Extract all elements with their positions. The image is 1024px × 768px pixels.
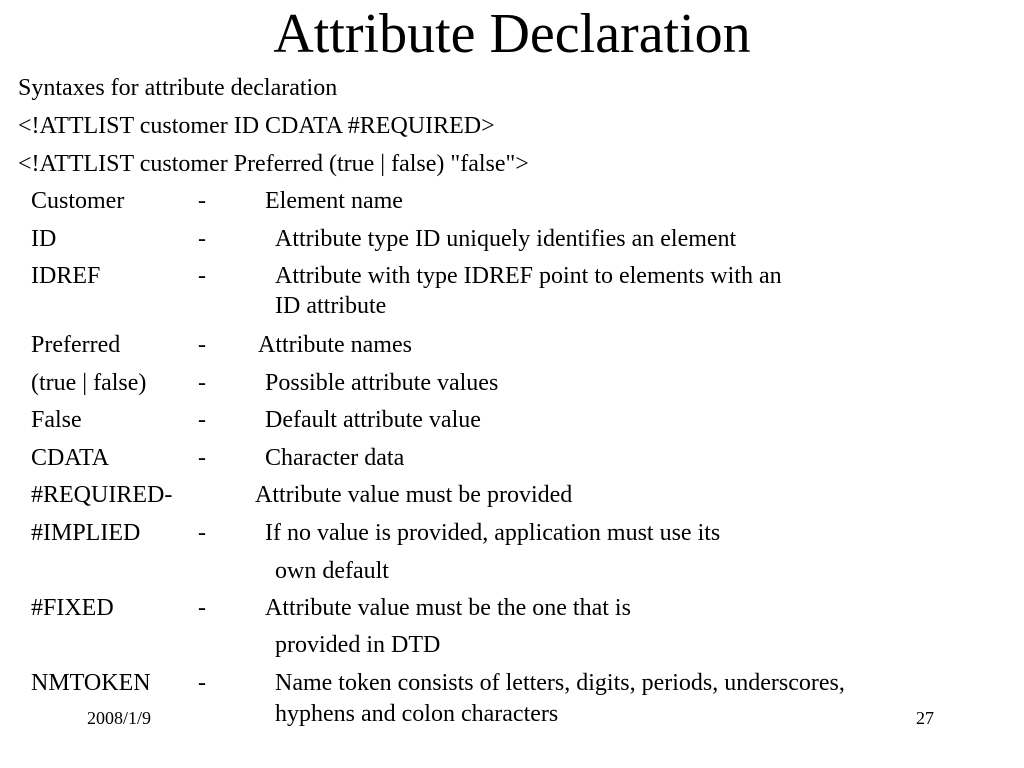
term-id: ID xyxy=(31,226,57,252)
term-required: #REQUIRED- xyxy=(31,482,173,508)
desc-fixed: Attribute value must be the one that is xyxy=(265,595,631,621)
desc-id: Attribute type ID uniquely identifies an element xyxy=(275,226,737,252)
term-nmtoken: NMTOKEN xyxy=(31,670,151,696)
footer-page-number: 27 xyxy=(916,708,934,728)
desc-cdata: Character data xyxy=(265,445,405,471)
desc-customer: Element name xyxy=(265,188,403,214)
desc-fixed-continued: provided in DTD xyxy=(275,632,441,658)
term-true-false: (true | false) xyxy=(31,370,147,396)
desc-nmtoken: Name token consists of letters, digits, periods, underscores, xyxy=(275,670,845,696)
desc-preferred: Attribute names xyxy=(258,332,412,358)
term-dash: - xyxy=(198,407,206,433)
term-dash: - xyxy=(198,263,206,289)
term-preferred: Preferred xyxy=(31,332,121,358)
term-dash: - xyxy=(198,188,206,214)
term-dash: - xyxy=(198,370,206,396)
term-idref: IDREF xyxy=(31,263,101,289)
desc-implied: If no value is provided, application must use its xyxy=(265,520,721,546)
intro-line-syntaxes: Syntaxes for attribute declaration xyxy=(18,75,338,101)
desc-idref: Attribute with type IDREF point to elements with an xyxy=(275,263,782,289)
term-fixed: #FIXED xyxy=(31,595,114,621)
desc-required: Attribute value must be provided xyxy=(255,482,573,508)
desc-nmtoken-continued: hyphens and colon characters xyxy=(275,701,559,727)
slide-title: Attribute Declaration xyxy=(273,3,751,65)
desc-true-false: Possible attribute values xyxy=(265,370,499,396)
term-customer: Customer xyxy=(31,188,125,214)
intro-line-id-example: <!ATTLIST customer ID CDATA #REQUIRED> xyxy=(18,113,495,139)
intro-line-preferred-example: <!ATTLIST customer Preferred (true | false) "false"> xyxy=(18,151,529,177)
term-cdata: CDATA xyxy=(31,445,110,471)
term-false: False xyxy=(31,407,82,433)
desc-implied-continued: own default xyxy=(275,558,389,584)
term-dash: - xyxy=(198,670,206,696)
term-dash: - xyxy=(198,332,206,358)
footer-date: 2008/1/9 xyxy=(87,708,152,728)
desc-idref-continued: ID attribute xyxy=(275,293,387,319)
term-implied: #IMPLIED xyxy=(31,520,141,546)
term-dash: - xyxy=(198,226,206,252)
desc-false: Default attribute value xyxy=(265,407,481,433)
term-dash: - xyxy=(198,520,206,546)
term-dash: - xyxy=(198,445,206,471)
term-dash: - xyxy=(198,595,206,621)
